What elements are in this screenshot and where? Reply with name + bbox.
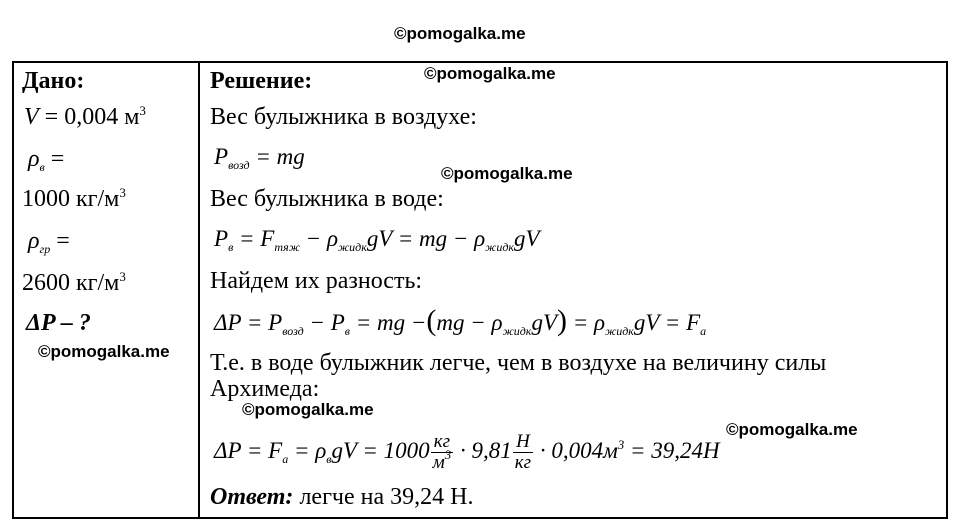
rho-water-power: 3 bbox=[119, 185, 126, 200]
equation-weight-air bbox=[214, 143, 305, 179]
answer-text: легче на 39,24 Н. bbox=[293, 484, 474, 510]
eq4-d: · 9,81 bbox=[454, 438, 512, 463]
frac1-num: кг bbox=[431, 432, 454, 453]
volume-symbol: V bbox=[24, 104, 39, 130]
eq2-sub-tyazh: тяж bbox=[274, 240, 300, 254]
fraction-kg-per-m3 bbox=[431, 432, 454, 473]
frac2-num: Н bbox=[513, 432, 533, 453]
eq4-a: ΔP = F bbox=[214, 438, 283, 463]
volume-value: = 0,004 м bbox=[38, 104, 140, 130]
equation-archimedes bbox=[214, 423, 720, 479]
solution-line-4a: Т.е. в воде булыжник легче, чем в воздухе на величину силы bbox=[210, 350, 827, 376]
column-divider bbox=[198, 63, 200, 517]
given-rho-water bbox=[28, 145, 64, 181]
rho-stone-subscript: гр bbox=[39, 242, 51, 256]
answer-label: Ответ: bbox=[210, 484, 294, 510]
given-rho-stone-value bbox=[22, 269, 126, 297]
solution-line-4b: Архимеда: bbox=[210, 376, 320, 402]
eq3-g: gV = F bbox=[633, 310, 701, 335]
eq1-rhs: = mg bbox=[249, 144, 305, 169]
frac1-den-text: м bbox=[432, 452, 445, 474]
rho-stone-eq: = bbox=[50, 228, 70, 254]
eq4-f: = 39,24Н bbox=[624, 438, 720, 463]
rho-symbol: ρ bbox=[28, 228, 40, 254]
solution-line-2: Вес булыжника в воде: bbox=[210, 186, 444, 212]
eq3-sub-zh: жидк bbox=[502, 324, 532, 338]
watermark-mid: ©pomogalka.me bbox=[441, 164, 573, 183]
eq4-sub-v: в bbox=[326, 452, 332, 466]
watermark-top: ©pomogalka.me bbox=[394, 24, 526, 43]
eq2-sub-zh-2: жидк bbox=[485, 240, 515, 254]
eq3-sub-zh-2: жидк bbox=[605, 324, 634, 338]
rho-water-subscript: в bbox=[39, 160, 45, 174]
eq3-c: = mg − bbox=[350, 310, 427, 335]
eq2-p: P bbox=[214, 226, 229, 251]
eq1-p: P bbox=[214, 144, 229, 169]
eq2-mid1: = F bbox=[233, 226, 275, 251]
eq3-e: gV bbox=[531, 310, 557, 335]
eq2-end: gV bbox=[514, 226, 540, 251]
frac1-den bbox=[431, 447, 454, 474]
eq4-c: gV = 1000 bbox=[331, 438, 430, 463]
rho-symbol: ρ bbox=[28, 146, 40, 172]
eq3-right-paren: ) bbox=[557, 304, 567, 337]
given-rho-stone bbox=[28, 227, 70, 263]
watermark-right: ©pomogalka.me bbox=[726, 420, 858, 439]
eq3-b: − P bbox=[303, 310, 345, 335]
rho-water-eq: = bbox=[44, 146, 65, 172]
fraction-n-per-kg bbox=[513, 432, 533, 473]
equation-difference bbox=[214, 304, 707, 345]
eq4-e: · 0,004м bbox=[534, 438, 618, 463]
solution-line-3: Найдем их разность: bbox=[210, 268, 423, 294]
given-rho-water-value bbox=[22, 185, 126, 213]
volume-power: 3 bbox=[139, 103, 146, 118]
eq3-f: = ρ bbox=[567, 310, 606, 335]
eq1-sub: возд bbox=[228, 158, 250, 172]
watermark-archimedes: ©pomogalka.me bbox=[242, 400, 374, 419]
rho-stone-power: 3 bbox=[119, 269, 126, 284]
eq2-sub-zh: жидк bbox=[337, 240, 367, 254]
eq4-b: = ρ bbox=[288, 438, 327, 463]
eq4-sub-a: a bbox=[282, 452, 289, 466]
equation-weight-water bbox=[214, 225, 540, 261]
watermark-solution-header: ©pomogalka.me bbox=[424, 64, 556, 83]
frac2-den: кг bbox=[514, 452, 532, 474]
rho-stone-value: 2600 кг/м bbox=[22, 270, 120, 296]
eq2-mid3: gV = mg − ρ bbox=[366, 226, 486, 251]
eq3-d: mg − ρ bbox=[436, 310, 503, 335]
frac1-den-power: 3 bbox=[444, 447, 452, 463]
solution-table bbox=[12, 61, 948, 519]
eq3-a: ΔP = P bbox=[214, 310, 283, 335]
eq3-sub-v: в bbox=[344, 324, 350, 338]
rho-water-value: 1000 кг/м bbox=[22, 186, 120, 212]
given-find: ΔP – ? bbox=[26, 310, 91, 336]
watermark-left: ©pomogalka.me bbox=[38, 342, 170, 361]
eq3-left-paren: ( bbox=[426, 304, 437, 337]
eq2-mid2: − ρ bbox=[299, 226, 338, 251]
eq2-sub-v: в bbox=[228, 240, 234, 254]
answer bbox=[210, 483, 473, 511]
eq3-sub-vozd: возд bbox=[282, 324, 304, 338]
given-volume bbox=[24, 103, 146, 131]
solution-line-1: Вес булыжника в воздухе: bbox=[210, 104, 477, 130]
eq4-power: 3 bbox=[617, 437, 625, 452]
eq3-sub-a: a bbox=[700, 324, 707, 338]
given-header: Дано: bbox=[22, 68, 85, 94]
solution-header: Решение: bbox=[210, 68, 313, 94]
